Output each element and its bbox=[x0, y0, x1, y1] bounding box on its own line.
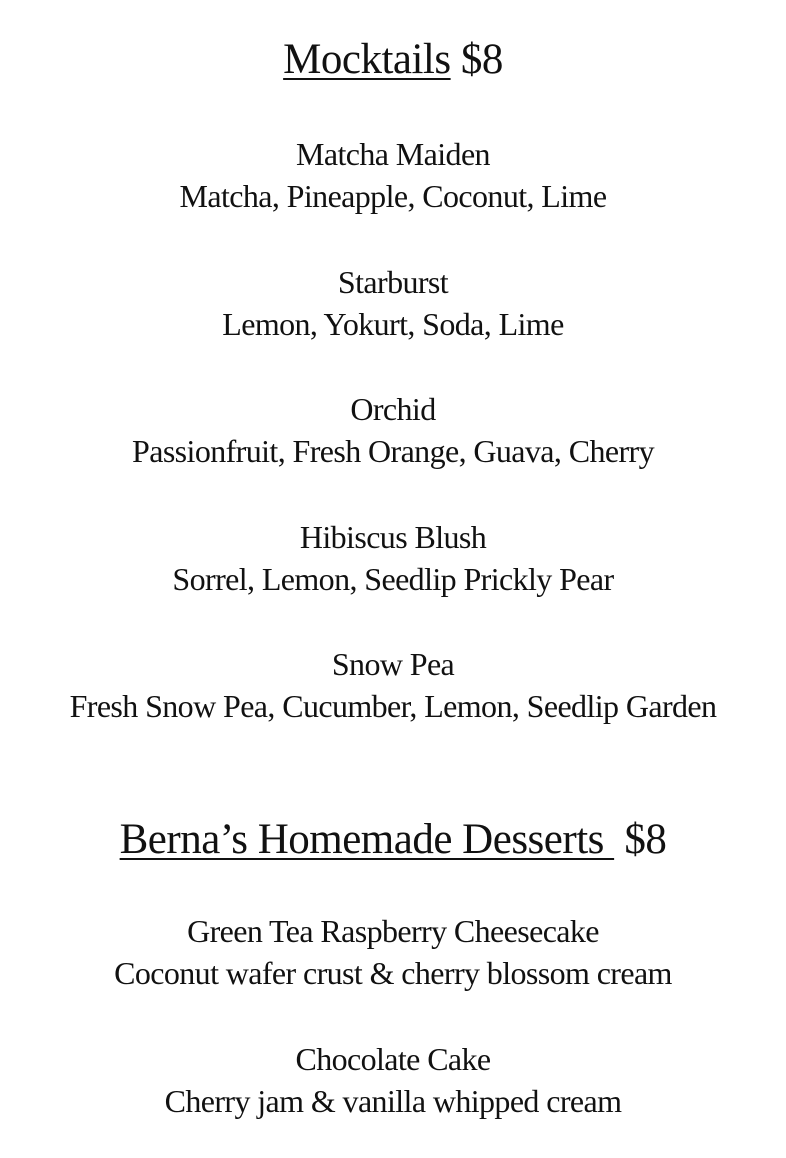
menu-item-matcha-maiden bbox=[0, 133, 786, 217]
menu-item-orchid bbox=[0, 388, 786, 472]
item-description: Sorrel, Lemon, Seedlip Prickly Pear bbox=[172, 561, 614, 597]
menu-item-hibiscus-blush bbox=[0, 516, 786, 600]
item-description: Matcha, Pineapple, Coconut, Lime bbox=[179, 178, 607, 214]
item-description: Fresh Snow Pea, Cucumber, Lemon, Seedlip Garden bbox=[69, 688, 717, 724]
item-name: Orchid bbox=[350, 391, 436, 427]
item-description: Cherry jam & vanilla whipped cream bbox=[164, 1083, 622, 1119]
item-name: Matcha Maiden bbox=[296, 136, 490, 172]
item-name: Starburst bbox=[337, 264, 449, 300]
menu-item-chocolate-cake bbox=[0, 1038, 786, 1122]
item-description: Coconut wafer crust & cherry blossom cream bbox=[114, 955, 672, 991]
item-name: Snow Pea bbox=[331, 646, 455, 682]
item-name: Green Tea Raspberry Cheesecake bbox=[187, 913, 599, 949]
desserts-title: Berna’s Homemade Desserts bbox=[119, 816, 615, 863]
mocktails-heading bbox=[0, 34, 786, 86]
menu-item-green-tea-raspberry-cheesecake bbox=[0, 910, 786, 994]
item-description: Passionfruit, Fresh Orange, Guava, Cherry bbox=[132, 433, 654, 469]
desserts-heading bbox=[0, 814, 786, 866]
mocktails-title: Mocktails bbox=[283, 36, 451, 83]
item-name: Hibiscus Blush bbox=[299, 519, 487, 555]
menu-item-snow-pea bbox=[0, 643, 786, 727]
item-description: Lemon, Yokurt, Soda, Lime bbox=[222, 306, 564, 342]
menu-item-starburst bbox=[0, 261, 786, 345]
item-name: Chocolate Cake bbox=[295, 1041, 491, 1077]
mocktails-price: $8 bbox=[460, 36, 503, 83]
desserts-price: $8 bbox=[624, 816, 667, 863]
